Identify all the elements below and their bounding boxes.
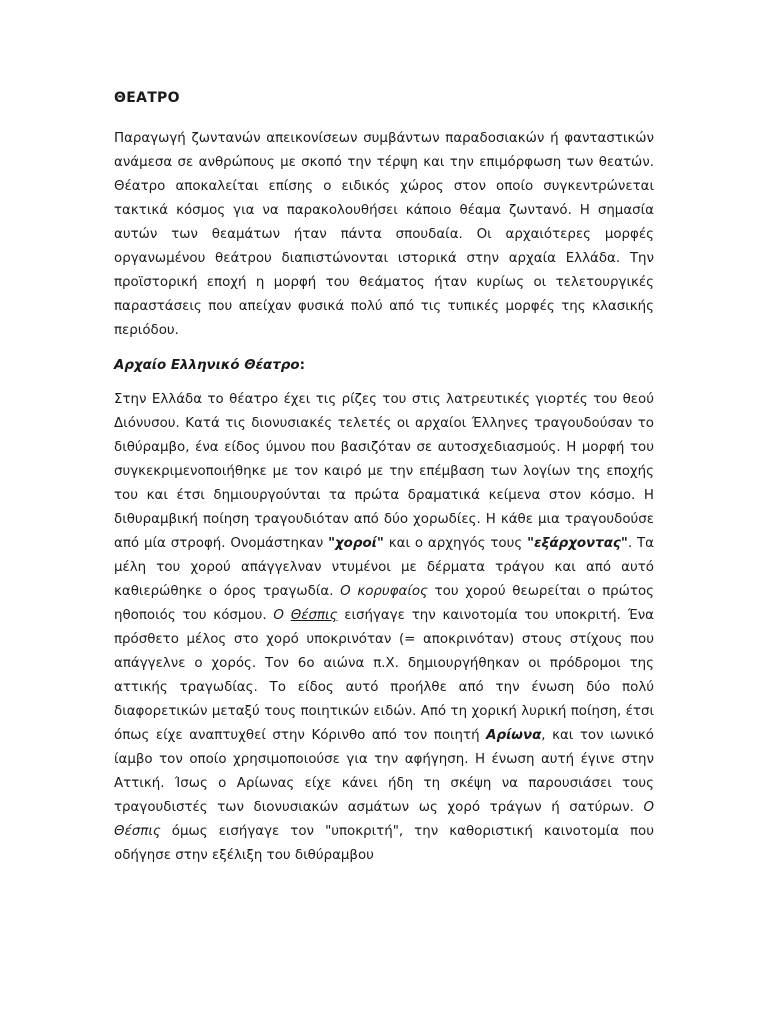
term-thespis: Θέσπις [290,608,338,623]
intro-paragraph: Παραγωγή ζωντανών απεικονίσεων συμβάντων παραδοσιακών ή φανταστικών ανάμεσα σε ανθρώπους με σκοπό την τέρψη και την επιμόρφωση των θεατών. Θέατρο αποκαλείται επίσης ο ειδικός χώρος στον οποίο συγκεντρώνεται τακτικά κόσμος για να παρακολουθήσει κάποιο θέαμα ζωντανό. Η σημασία αυτών των θεαμάτων ήταν πάντα σπουδαία. Οι αρχαιότερες μορφές οργανωμένου θεάτρου διαπιστώνονται ιστορικά στην αρχαία Ελλάδα. Την προϊστορική εποχή η μορφή του θεάματος ήταν κυρίως οι τελετουργικές παραστάσεις που απείχαν φυσικά πολύ από τις τυπικές μορφές της κλασικής περιόδου. [114,131,654,338]
section-heading [114,354,654,378]
body-text-5: εισήγαγε την καινοτομία του υποκριτή. Ένα πρόσθετο μέλος στο χορό υποκρινόταν (= αποκρινόταν) στους στίχους που απάγγελνε ο χορός. Τον 6ο αιώνα π.Χ. δημιουργήθηκαν οι πρόδρομοι της αττικής τραγωδίας. Το είδος αυτό προήλθε από την ένωση δύο πολύ διαφορετικών μεταξύ τους ποιητικών ειδών. Από τη χορική λυρική ποίηση, έτσι όπως είχε αναπτυχθεί στην Κόρινθο από τον ποιητή [114,608,654,743]
body-paragraph [114,388,654,868]
term-koryfaios: Ο κορυφαίος [340,584,428,599]
section-heading-colon: : [299,358,305,373]
body-text-2: και ο αρχηγός τους [383,536,528,551]
body-text-6: , και τον ιωνικό ίαμβο τον οποίο χρησιμοποιούσε για την αφήγηση. Η ένωση αυτή έγινε στην Αττική. Ίσως ο Αρίωνας είχε κάνει ήδη τη σκέψη να παρουσιάσει τους τραγουδιστές των διονυσιακών ασμάτων ως χορό τράγων ή σατύρων. [114,728,654,815]
document-title: ΘΕΑΤΡΟ [114,90,180,106]
body-text-7: όμως εισήγαγε τον "υποκριτή", την καθοριστική καινοτομία που οδήγησε στην εξέλιξη του διθύραμβου [114,824,654,863]
term-thespis-2: Ο Θέσπις [114,800,654,839]
document-page [114,86,654,868]
term-arion: Αρίωνα [486,728,542,743]
term-choroi: χοροί [335,536,377,551]
term-thespis-article: Ο [273,608,291,623]
body-text-3: . Τα μέλη του χορού απάγγελναν ντυμένοι με δέρματα τράγου και από αυτό καθιερώθηκε ο όρος τραγωδία. [114,536,654,599]
term-exarchontas: εξάρχοντας [534,536,621,551]
body-text-1: Στην Ελλάδα το θέατρο έχει τις ρίζες του στις λατρευτικές γιορτές του θεού Διόνυσου. Κατά τις διονυσιακές τελετές οι αρχαίοι Έλληνες τραγουδούσαν το διθύραμβο, ένα είδος ύμνου που βασιζόταν σε αυτοσχεδιασμούς. Η μορφή του συγκεκριμενοποιήθηκε με τον καιρό με την επέμβαση των λογίων της εποχής του και έτσι δημιουργούνται τα πρώτα δραματικά κείμενα στον κόσμο. Η διθυραμβική ποίηση τραγουδιόταν από δύο χορωδίες. Η κάθε μια τραγουδούσε από μία στροφή. Ονομάστηκαν [114,392,654,551]
quote-mark: " [527,536,535,551]
quote-mark: " [620,536,628,551]
quote-mark: " [376,536,384,551]
quote-mark: " [328,536,336,551]
body-text-4: του χορού θεωρείται ο πρώτος ηθοποιός του κόσμου. [114,584,654,623]
section-heading-text: Αρχαίο Ελληνικό Θέατρο [114,358,300,373]
